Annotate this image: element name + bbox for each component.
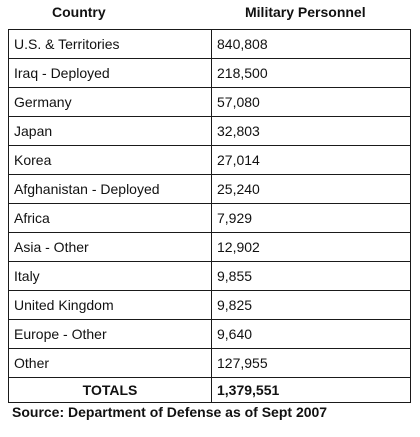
personnel-column-header: Military Personnel <box>245 4 366 20</box>
personnel-cell: 9,855 <box>212 262 411 291</box>
personnel-table <box>8 29 411 403</box>
table-row <box>9 204 411 233</box>
country-cell: Japan <box>9 117 212 146</box>
table-row <box>9 291 411 320</box>
country-cell: Korea <box>9 146 212 175</box>
country-cell: Europe - Other <box>9 320 212 349</box>
source-note: Source: Department of Defense as of Sept 2007 <box>12 404 328 420</box>
personnel-cell: 218,500 <box>212 59 411 88</box>
table-header-row <box>8 2 410 26</box>
country-cell: Afghanistan - Deployed <box>9 175 212 204</box>
table-row <box>9 88 411 117</box>
table-row <box>9 30 411 59</box>
personnel-cell: 12,902 <box>212 233 411 262</box>
table-body <box>9 30 411 378</box>
table-row <box>9 233 411 262</box>
country-cell: Other <box>9 349 212 378</box>
country-cell: Iraq - Deployed <box>9 59 212 88</box>
table-row <box>9 117 411 146</box>
table-row <box>9 59 411 88</box>
totals-value: 1,379,551 <box>212 378 411 403</box>
country-column-header: Country <box>52 4 106 20</box>
country-cell: U.S. & Territories <box>9 30 212 59</box>
table-row <box>9 262 411 291</box>
table-row <box>9 146 411 175</box>
table-row <box>9 349 411 378</box>
country-cell: Asia - Other <box>9 233 212 262</box>
personnel-cell: 127,955 <box>212 349 411 378</box>
personnel-cell: 25,240 <box>212 175 411 204</box>
table-row <box>9 175 411 204</box>
totals-label: TOTALS <box>9 378 212 403</box>
totals-row <box>9 378 411 403</box>
country-cell: Africa <box>9 204 212 233</box>
personnel-cell: 7,929 <box>212 204 411 233</box>
country-cell: Germany <box>9 88 212 117</box>
table-row <box>9 320 411 349</box>
personnel-cell: 57,080 <box>212 88 411 117</box>
personnel-cell: 32,803 <box>212 117 411 146</box>
personnel-cell: 27,014 <box>212 146 411 175</box>
personnel-cell: 840,808 <box>212 30 411 59</box>
country-cell: Italy <box>9 262 212 291</box>
personnel-cell: 9,825 <box>212 291 411 320</box>
country-cell: United Kingdom <box>9 291 212 320</box>
personnel-cell: 9,640 <box>212 320 411 349</box>
